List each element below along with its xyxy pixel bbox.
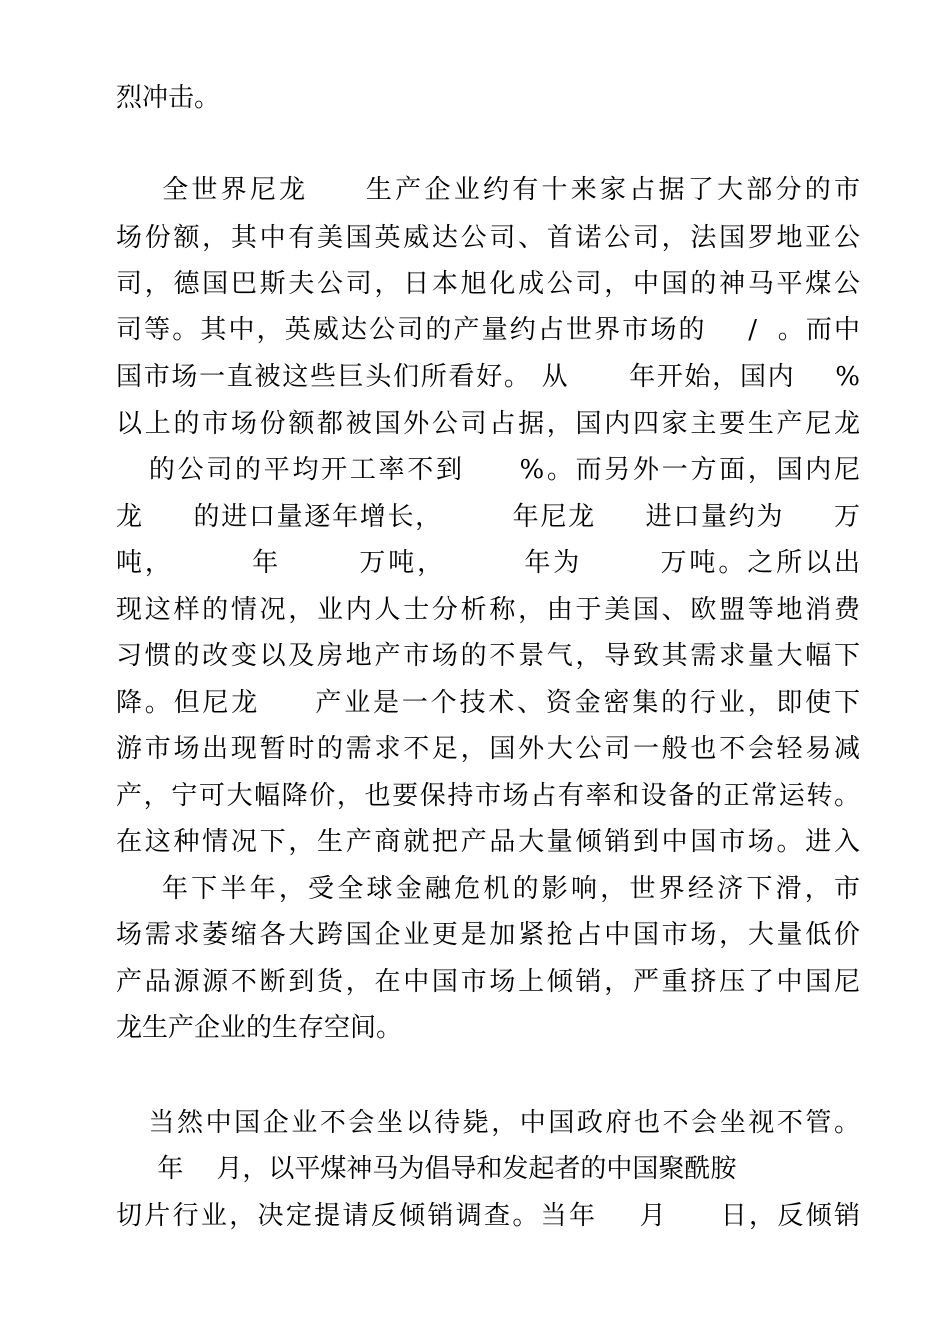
text-line: 司，德国巴斯夫公司，日本旭化成公司，中国的神马平煤公 [116, 269, 860, 299]
text-line: 产，宁可大幅降价，也要保持市场占有率和设备的正常运转。 [116, 781, 860, 811]
text-line: 当然中国企业不会坐以待毙，中国政府也不会坐视不管。 [116, 1108, 860, 1138]
text-line: 全世界尼龙 生产企业约有十来家占据了大部分的市 [116, 175, 860, 205]
text-line: 龙 的进口量逐年增长， 年尼龙 进口量约为 万 [116, 502, 860, 532]
text-line: 以上的市场份额都被国外公司占据，国内四家主要生产尼龙 [116, 409, 860, 439]
text-line: 产品源源不断到货，在中国市场上倾销，严重挤压了中国尼 [116, 967, 860, 997]
text-line: 吨， 年 万吨， 年为 万吨。之所以出 [116, 548, 860, 578]
text-line: 现这样的情况，业内人士分析称，由于美国、欧盟等地消费 [116, 595, 860, 625]
text-line: 国市场一直被这些巨头们所看好。 从 年开始，国内 % [116, 362, 860, 392]
text-line: 的公司的平均开工率不到 %。而另外一方面，国内尼 [116, 455, 860, 485]
text-line: 游市场出现暂时的需求不足，国外大公司一般也不会轻易减 [116, 734, 860, 764]
text-line: 年 月，以平煤神马为倡导和发起者的中国聚酰胺 [116, 1154, 737, 1184]
text-line: 龙生产企业的生存空间。 [116, 1013, 403, 1043]
text-line: 场需求萎缩各大跨国企业更是加紧抢占中国市场，大量低价 [116, 920, 860, 950]
text-line: 场份额，其中有美国英威达公司、首诺公司，法国罗地亚公 [116, 223, 860, 253]
text-line: 烈冲击。 [116, 83, 221, 113]
text-line: 降。但尼龙 产业是一个技术、资金密集的行业，即使下 [116, 688, 860, 718]
text-line: 在这种情况下，生产商就把产品大量倾销到中国市场。进入 [116, 827, 860, 857]
text-line: 年下半年，受全球金融危机的影响，世界经济下滑，市 [116, 874, 860, 904]
text-line: 司等。其中，英威达公司的产量约占世界市场的 / 。而中 [116, 315, 860, 345]
text-line: 习惯的改变以及房地产市场的不景气，导致其需求量大幅下 [116, 641, 860, 671]
text-line: 切片行业，决定提请反倾销调查。当年 月 日，反倾销 [116, 1201, 860, 1231]
